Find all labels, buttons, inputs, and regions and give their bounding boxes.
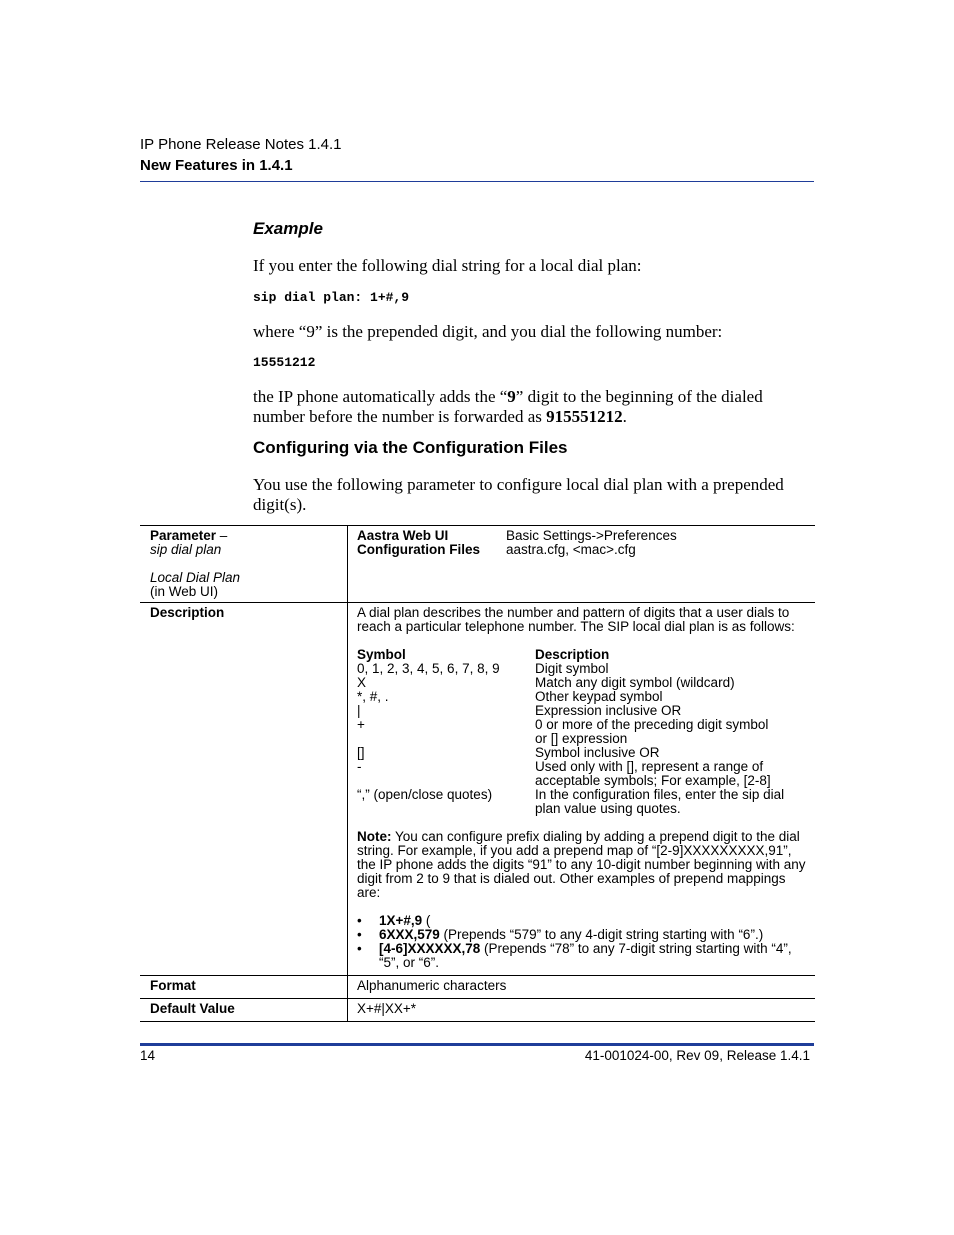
symbol-row (357, 704, 809, 718)
symbol-header: Symbol (357, 647, 406, 662)
symbol-description-line: acceptable symbols; For example, [2-8] (535, 773, 771, 788)
paragraph-config-intro: You use the following parameter to configure local dial plan with a prepended digit(s). (253, 475, 784, 514)
symbol-description-line: plan value using quotes. (535, 801, 681, 816)
parameter-location-cell (348, 526, 815, 602)
symbol-value: + (357, 717, 365, 732)
prepend-pattern: [4-6]XXXXXX,78 (379, 941, 481, 956)
table-row-format (140, 975, 815, 998)
symbol-description-line: In the configuration files, enter the sip dial (535, 787, 785, 802)
p3-text-a: the IP phone automatically adds the “ (253, 387, 508, 406)
symbol-description-line: or [] expression (535, 731, 628, 746)
parameter-label: Parameter (150, 528, 217, 543)
parameter-webui-name: Local Dial Plan (150, 570, 241, 585)
default-value-label: Default Value (140, 999, 348, 1021)
symbol-description (535, 746, 809, 760)
prepend-explanation: ( (422, 913, 431, 928)
symbol-description-line: Used only with [], represent a range of (535, 759, 764, 774)
symbol-description (535, 718, 809, 746)
config-files-label: Configuration Files (357, 542, 480, 557)
symbol-value: “,” (open/close quotes) (357, 787, 493, 802)
config-heading: Configuring via the Configuration Files (253, 438, 568, 457)
symbol-value: | (357, 703, 361, 718)
parameter-name: sip dial plan (150, 542, 222, 557)
symbol-row (357, 746, 809, 760)
parameter-webui-note: (in Web UI) (150, 584, 219, 599)
symbol-list (357, 662, 809, 816)
footer-rule (140, 1043, 814, 1046)
list-item-text (379, 914, 430, 928)
symbol-description-line: Expression inclusive OR (535, 703, 682, 718)
paragraph-prepended-digit: where “9” is the prepended digit, and you dial the following number: (253, 322, 723, 341)
default-value: X+#|XX+* (357, 1001, 417, 1016)
symbol-row (357, 788, 809, 816)
prepend-explanation: (Prepends “78” to any 7-digit string starting with “4”, “5”, or “6”. (379, 941, 792, 970)
bullet-icon: • (357, 913, 362, 928)
symbol-description-line: Other keypad symbol (535, 689, 663, 704)
bullet-icon: • (357, 927, 362, 942)
config-files-value: aastra.cfg, <mac>.cfg (506, 542, 636, 557)
symbol-value: *, #, . (357, 689, 389, 704)
page-number: 14 (140, 1048, 156, 1063)
format-value: Alphanumeric characters (357, 978, 507, 993)
paragraph-dial-string: If you enter the following dial string for a local dial plan: (253, 256, 642, 275)
description-text: A dial plan describes the number and pattern of digits that a user dials to reach a particular telephone number. The SIP local dial plan is as follows: (357, 605, 795, 634)
symbol-description-line: Symbol inclusive OR (535, 745, 660, 760)
symbol-row (357, 690, 809, 704)
symbol-value: - (357, 759, 362, 774)
symbol-description-header: Description (535, 647, 610, 662)
prepend-pattern: 1X+#,9 (379, 913, 423, 928)
code-dial-plan: sip dial plan: 1+#,9 (253, 290, 410, 305)
parameter-dash: – (216, 528, 228, 543)
webui-value: Basic Settings->Preferences (506, 528, 677, 543)
document-info: 41-001024-00, Rev 09, Release 1.4.1 (584, 1048, 810, 1063)
symbol-description (535, 676, 809, 690)
table-row-description (140, 602, 815, 975)
note-label: Note: (357, 829, 392, 844)
list-item (357, 928, 809, 942)
list-item (357, 942, 809, 970)
prepend-pattern: 6XXX,579 (379, 927, 440, 942)
running-header-section: New Features in 1.4.1 (140, 157, 293, 174)
description-label: Description (140, 603, 348, 975)
prepend-explanation: (Prepends “579” to any 4-digit string starting with “6”.) (439, 927, 764, 942)
running-header-title: IP Phone Release Notes 1.4.1 (140, 136, 342, 153)
paragraph-auto-add (253, 387, 813, 427)
symbol-description (535, 704, 809, 718)
symbol-row (357, 676, 809, 690)
example-heading: Example (253, 219, 323, 238)
list-item (357, 914, 809, 928)
webui-label: Aastra Web UI (357, 528, 449, 543)
symbol-row (357, 662, 809, 676)
p3-forwarded-number: 915551212 (546, 407, 623, 426)
header-rule (140, 181, 814, 182)
symbol-description-line: Digit symbol (535, 661, 609, 676)
symbol-value: [] (357, 745, 365, 760)
symbol-value: X (357, 675, 367, 690)
table-row-default (140, 998, 815, 1022)
symbol-description (535, 788, 809, 816)
symbol-row (357, 760, 809, 788)
format-label: Format (140, 976, 348, 998)
parameter-label-cell (140, 526, 348, 602)
code-number: 15551212 (253, 355, 316, 370)
symbol-description-line: Match any digit symbol (wildcard) (535, 675, 735, 690)
table-row-parameter (140, 525, 815, 602)
description-cell (348, 603, 815, 975)
parameter-table (140, 525, 815, 1022)
p3-text-c: ” digit to the beginning of the dialed number before the number is forwarded as (253, 387, 763, 426)
prepend-examples-list (357, 914, 809, 970)
symbol-row (357, 718, 809, 746)
symbol-value: 0, 1, 2, 3, 4, 5, 6, 7, 8, 9 (357, 661, 500, 676)
symbol-description (535, 662, 809, 676)
symbol-description (535, 690, 809, 704)
list-item-text (379, 942, 809, 970)
list-item-text (379, 928, 763, 942)
bullet-icon: • (357, 941, 362, 956)
symbol-description (535, 760, 809, 788)
symbol-description-line: 0 or more of the preceding digit symbol (535, 717, 769, 732)
note-text: You can configure prefix dialing by adding a prepend digit to the dial string. For example, if you add a prepend map of “[2-9]XXXXXXXXX,91”, the IP phone adds the digits “91” to any 10-digit number beginning with any digit from 2 to 9 that is dialed out. Other examples of prepend mappings are: (357, 829, 806, 900)
p3-text-e: . (622, 407, 627, 426)
p3-digit: 9 (507, 387, 516, 406)
note-paragraph (357, 830, 809, 900)
